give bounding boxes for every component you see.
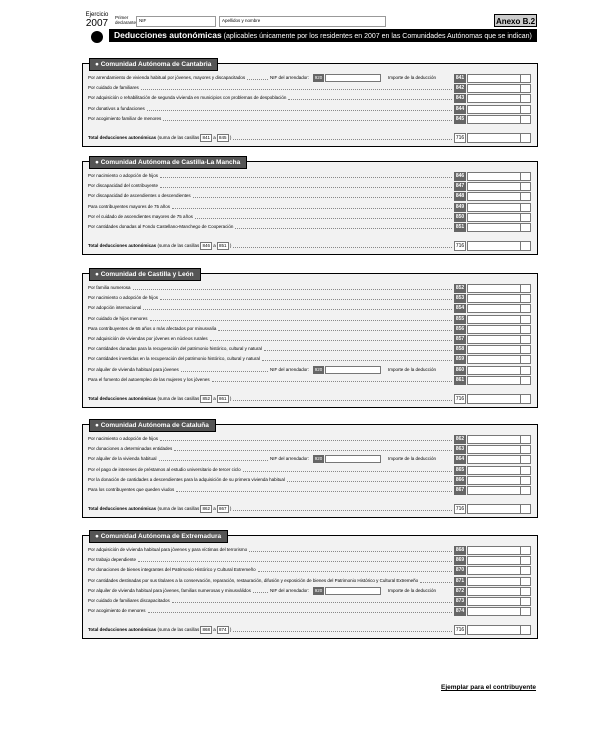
importe-input[interactable] (467, 284, 531, 293)
section-3 (82, 424, 538, 518)
leader-dots (235, 228, 452, 229)
casilla-number: 856 (455, 325, 465, 332)
leader-dots (195, 218, 452, 219)
importe-input[interactable] (467, 445, 531, 454)
deduction-row (87, 444, 533, 454)
footer-ejemplar: Ejemplar para el contribuyente (441, 684, 537, 691)
total-label (88, 394, 231, 404)
section-title: ● Comunidad Autónoma de Extremadura (89, 530, 228, 543)
deduction-row (87, 545, 533, 555)
deduction-row (87, 434, 533, 444)
casilla-number: 872 (455, 587, 465, 594)
leader-dots (159, 460, 268, 461)
casilla-number: 851 (455, 224, 465, 230)
deduction-label: Por arrendamiento de vivienda habitual por jóvenes, mayores y discapacitados (88, 75, 246, 80)
importe-input[interactable] (467, 455, 531, 464)
leader-dots (233, 139, 452, 140)
casilla-number: 868 (455, 547, 465, 553)
suma-from-casilla: 841 (202, 135, 210, 140)
leader-dots (160, 177, 452, 178)
leader-dots (160, 187, 452, 188)
leader-dots (160, 299, 452, 300)
casilla-number: 852 (455, 285, 465, 291)
total-label (88, 133, 231, 143)
deduction-label: Por cantidades donadas al Fondo Castellano-Manchego de Cooperación (88, 224, 234, 229)
form-title: Deducciones autonómicas (114, 30, 222, 40)
importe-input[interactable] (467, 435, 531, 444)
casilla-number: 853 (455, 295, 465, 302)
casilla-number: 847 (455, 183, 465, 190)
importe-input[interactable] (467, 84, 531, 93)
leader-dots (262, 360, 452, 361)
casilla-number: 871 (455, 577, 465, 584)
total-title: Total deducciones autonómicas (88, 135, 157, 140)
importe-input[interactable] (467, 366, 531, 375)
suma-from-casilla: 868 (202, 627, 210, 633)
importe-label: Importe de la deducción (388, 456, 437, 462)
deduction-label: Por la donación de cantidades a descendientes para la adquisición de su primera vivienda habitual (88, 476, 285, 482)
importe-input[interactable] (467, 304, 531, 313)
casilla-number: 854 (455, 305, 465, 312)
deduction-row (87, 555, 533, 565)
total-row (87, 625, 533, 635)
casilla-number: 862 (455, 436, 465, 442)
importe-input[interactable] (467, 597, 531, 606)
deduction-row (87, 485, 533, 495)
leader-dots (133, 289, 452, 290)
importe-input[interactable] (467, 203, 531, 212)
total-input[interactable] (467, 241, 531, 251)
leader-dots (174, 450, 452, 451)
importe-input[interactable] (467, 486, 531, 495)
total-input[interactable] (467, 394, 531, 404)
suma-prefix: (suma de las casillas (157, 135, 200, 140)
deduction-label: Por adopción internacional (88, 305, 142, 311)
section-title: ● Comunidad Autónoma de Castilla-La Mancha (89, 156, 247, 169)
declarante-nif-field[interactable]: NIF (136, 16, 216, 27)
deduction-row (87, 283, 533, 293)
casilla-number: 848 (455, 193, 465, 200)
section-4 (82, 535, 538, 639)
suma-a: a (213, 627, 216, 633)
importe-input[interactable] (467, 115, 531, 124)
casilla-number: 859 (455, 356, 465, 363)
deduction-row (87, 114, 533, 124)
casilla-number: 861 (455, 376, 465, 383)
ejercicio-label: Ejercicio (85, 12, 109, 18)
section-2 (82, 273, 538, 408)
leader-dots (160, 440, 452, 441)
deduction-label: Para el fomento del autoempleo de las mujeres y los jóvenes (88, 376, 210, 382)
total-title: Total deducciones autonómicas (88, 396, 157, 401)
leader-dots (420, 582, 452, 583)
importe-input[interactable] (467, 476, 531, 485)
deduction-row (87, 375, 533, 385)
section-title: ● Comunidad de Castilla y León (89, 268, 201, 281)
deduction-row (87, 565, 533, 575)
leader-dots (253, 592, 268, 593)
deduction-row (87, 93, 533, 103)
suma-prefix: (suma de las casillas (157, 396, 200, 401)
nif-casilla-badge: 920 (314, 75, 323, 80)
deduction-row (87, 83, 533, 93)
deduction-label: Por discapacidad de ascendientes o descendientes (88, 193, 191, 199)
deduction-label: Por cantidades destinadas por sus titulares a la conservación, reparación, restauración, difusión y exposición de bienes del Patrimonio Histórico y Cultural Extremeño (88, 577, 419, 583)
deduction-label: Por trabajo dependiente (88, 557, 137, 563)
deduction-row (87, 303, 533, 313)
deduction-row (87, 181, 533, 191)
importe-label: Importe de la deducción (388, 366, 437, 372)
deduction-row (87, 576, 533, 586)
importe-input[interactable] (467, 294, 531, 303)
deduction-label: Por cantidades invertidas en la recuperación del patrimonio histórico, cultural y natural (88, 356, 260, 362)
suma-from-casilla: 862 (202, 506, 210, 512)
deduction-label: Por alquiler de vivienda habitual para jóvenes, familias numerosas y minusválidos (88, 587, 251, 593)
importe-input[interactable] (467, 192, 531, 201)
importe-input[interactable] (467, 94, 531, 103)
casilla-number: 867 (455, 487, 465, 493)
deduction-label: Por acogimiento de menores (88, 608, 146, 614)
deduction-label: Por nacimiento o adopción de hijos (88, 295, 159, 301)
form-subtitle: (aplicables únicamente por los residentes en 2007 en las Comunidades Autónomas que se indican) (223, 33, 532, 40)
deduction-label: Por alquiler de la vivienda habitual (88, 456, 157, 462)
deduction-label: Por cuidado de familiares (88, 85, 139, 91)
deduction-label: Por familia numerosa (88, 285, 131, 290)
total-title: Total deducciones autonómicas (88, 506, 157, 512)
leader-dots (148, 612, 452, 613)
casilla-number: 857 (455, 336, 465, 342)
primer-declarante-label: Primer declarante (115, 15, 137, 26)
suma-prefix: (suma de las casillas (157, 243, 200, 249)
importe-input[interactable] (467, 335, 531, 344)
deduction-label: Por adquisición de vivienda habitual para jóvenes y para víctimas del terrorismo (88, 547, 248, 552)
suma-prefix: (suma de las casillas (157, 627, 200, 633)
total-label (88, 241, 231, 251)
importe-input[interactable] (467, 607, 531, 616)
importe-input[interactable] (467, 172, 531, 181)
leader-dots (141, 89, 452, 90)
deduction-label: Por el cuidado de ascendientes mayores de 75 años (88, 213, 193, 219)
casilla-number: 843 (455, 95, 465, 102)
leader-dots (150, 320, 452, 321)
deduction-label: Por adquisición o rehabilitación de segunda vivienda en municipios con problemas de despoblación (88, 95, 287, 101)
declarante-apellidos-field[interactable]: Apellidos y nombre (219, 16, 386, 27)
total-input[interactable] (467, 133, 531, 143)
suma-suffix: ) (229, 627, 232, 633)
suma-suffix: ) (229, 243, 232, 249)
section-title: ● Comunidad Autónoma de Cataluña (89, 419, 216, 432)
suma-to-casilla: 845 (219, 135, 227, 140)
deduction-label: Por donaciones de bienes integrantes del Patrimonio Histórico y Cultural Extremeño (88, 567, 256, 573)
deduction-row (87, 191, 533, 201)
leader-dots (163, 120, 452, 121)
nif-casilla-badge: 920 (314, 456, 323, 462)
deduction-row (87, 171, 533, 181)
importe-input[interactable] (467, 566, 531, 575)
deduction-label: Por discapacidad del contribuyente (88, 183, 159, 189)
leader-dots (258, 571, 452, 572)
total-casilla: 716 (455, 506, 465, 513)
nif-arrendador-label: NIF del arrendador: (270, 456, 310, 462)
total-input[interactable] (467, 625, 531, 635)
total-casilla: 716 (455, 135, 465, 141)
suma-suffix: ) (229, 506, 232, 512)
suma-to-casilla: 867 (219, 506, 227, 512)
leader-dots (287, 481, 452, 482)
suma-suffix: ) (229, 396, 232, 401)
suma-suffix: ) (229, 135, 232, 140)
leader-dots (212, 381, 452, 382)
leader-dots (181, 371, 268, 372)
importe-label: Importe de la deducción (388, 587, 437, 593)
deduction-label: Por acogimiento familiar de menores (88, 115, 162, 121)
suma-a: a (213, 396, 216, 401)
nif-arrendador-label: NIF del arrendador: (270, 366, 310, 372)
casilla-number: 864 (455, 456, 465, 463)
leader-dots (172, 602, 452, 603)
deduction-row (87, 606, 533, 616)
deduction-row (87, 365, 533, 375)
total-row (87, 241, 533, 251)
casilla-number: 842 (455, 85, 465, 92)
leader-dots (264, 350, 452, 351)
section-title: ● Comunidad Autónoma de Cantabria (89, 58, 218, 71)
deduction-row (87, 202, 533, 212)
deduction-label: Por cantidades donadas para la recuperación del patrimonio histórico, cultural y natural (88, 346, 262, 352)
deduction-row (87, 334, 533, 344)
total-title: Total deducciones autonómicas (88, 243, 157, 249)
deduction-row (87, 354, 533, 364)
deduction-row (87, 344, 533, 354)
deduction-label: Por donativos a fundaciones (88, 105, 145, 111)
leader-dots (138, 561, 452, 562)
importe-input[interactable] (467, 223, 531, 232)
suma-from-casilla: 852 (202, 396, 210, 401)
deduction-label: Por nacimiento o adopción de hijos (88, 173, 159, 178)
deduction-row (87, 324, 533, 334)
suma-to-casilla: 874 (219, 627, 227, 633)
form-title-bar (109, 29, 537, 42)
leader-dots (233, 247, 452, 248)
deduction-row (87, 73, 533, 83)
deduction-row (87, 104, 533, 114)
total-casilla: 716 (455, 627, 465, 634)
nif-arrendador-input[interactable] (325, 366, 381, 374)
leader-dots (247, 79, 268, 80)
casilla-number: 866 (455, 476, 465, 483)
deduction-row (87, 586, 533, 596)
total-input[interactable] (467, 504, 531, 514)
section-0 (82, 63, 538, 147)
importe-input[interactable] (467, 587, 531, 596)
leader-dots (193, 197, 452, 198)
bullet-dot-icon (91, 31, 103, 43)
nif-casilla-badge: 920 (314, 587, 323, 593)
suma-a: a (213, 506, 216, 512)
total-row (87, 504, 533, 514)
nif-arrendador-input[interactable] (325, 455, 381, 463)
total-row (87, 133, 533, 143)
importe-input[interactable] (467, 182, 531, 191)
importe-input[interactable] (467, 345, 531, 354)
deduction-row (87, 222, 533, 232)
leader-dots (143, 309, 452, 310)
leader-dots (172, 208, 452, 209)
deduction-label: Por adquisición de viviendas por jóvenes en núcleos rurales (88, 336, 208, 341)
importe-label: Importe de la deducción (388, 75, 437, 80)
importe-input[interactable] (467, 546, 531, 555)
leader-dots (210, 340, 452, 341)
deduction-row (87, 212, 533, 222)
importe-input[interactable] (467, 213, 531, 222)
importe-input[interactable] (467, 74, 531, 83)
casilla-number: 874 (455, 608, 465, 615)
total-label (88, 625, 231, 635)
importe-input[interactable] (467, 466, 531, 475)
importe-input[interactable] (467, 355, 531, 364)
leader-dots (233, 510, 452, 511)
casilla-number: 873 (455, 598, 465, 604)
casilla-number: 845 (455, 115, 465, 122)
total-label (88, 504, 231, 514)
suma-a: a (213, 135, 216, 140)
deduction-row (87, 475, 533, 485)
casilla-number: 849 (455, 203, 465, 210)
deduction-label: Por cuidado de familiares discapacitados (88, 598, 170, 603)
total-title: Total deducciones autonómicas (88, 627, 157, 633)
deduction-row (87, 454, 533, 464)
deduction-label: Para contribuyentes de 65 años o más afectados por minusvalía (88, 325, 217, 331)
nif-arrendador-label: NIF del arrendador: (270, 587, 310, 593)
leader-dots (176, 491, 452, 492)
importe-input[interactable] (467, 556, 531, 565)
deduction-label: Para los contribuyentes que queden viudos (88, 487, 175, 492)
casilla-number: 846 (455, 173, 465, 179)
leader-dots (243, 471, 452, 472)
leader-dots (218, 330, 452, 331)
deduction-label: Por donaciones a determinadas entidades (88, 446, 173, 452)
ejercicio-year: 2007 (85, 18, 109, 29)
deduction-label: Para contribuyentes mayores de 75 años (88, 203, 171, 209)
leader-dots (233, 400, 452, 401)
importe-input[interactable] (467, 325, 531, 334)
casilla-number: 841 (455, 75, 465, 81)
suma-a: a (213, 243, 216, 249)
nif-arrendador-input[interactable] (325, 74, 381, 82)
casilla-number: 855 (455, 315, 465, 322)
nif-arrendador-label: NIF del arrendador: (270, 75, 310, 80)
importe-input[interactable] (467, 577, 531, 586)
casilla-number: 869 (455, 557, 465, 564)
leader-dots (288, 99, 452, 100)
casilla-number: 860 (455, 366, 465, 373)
deduction-row (87, 293, 533, 303)
casilla-number: 850 (455, 213, 465, 220)
leader-dots (249, 551, 452, 552)
importe-input[interactable] (467, 105, 531, 114)
suma-to-casilla: 861 (219, 396, 227, 401)
casilla-number: 858 (455, 346, 465, 353)
casilla-number: 870 (455, 567, 465, 574)
deduction-row (87, 596, 533, 606)
leader-dots (233, 631, 452, 632)
suma-prefix: (suma de las casillas (157, 506, 200, 512)
total-row (87, 394, 533, 404)
deduction-row (87, 465, 533, 475)
section-1 (82, 161, 538, 255)
casilla-number: 844 (455, 105, 465, 112)
deduction-row (87, 314, 533, 324)
suma-to-casilla: 851 (219, 243, 227, 249)
leader-dots (147, 110, 452, 111)
casilla-number: 863 (455, 446, 465, 453)
casilla-number: 865 (455, 466, 465, 473)
importe-input[interactable] (467, 315, 531, 324)
suma-from-casilla: 846 (202, 243, 210, 249)
anexo-badge: Anexo B.2 (494, 14, 537, 27)
deduction-label: Por nacimiento o adopción de hijos (88, 436, 159, 441)
total-casilla: 716 (455, 396, 465, 402)
nif-arrendador-input[interactable] (325, 587, 381, 595)
deduction-label: Por alquiler de vivienda habitual para jóvenes (88, 366, 179, 372)
deduction-label: Por el pago de intereses de préstamos al estudio universitario de tercer ciclo (88, 466, 241, 472)
importe-input[interactable] (467, 376, 531, 385)
total-casilla: 716 (455, 243, 465, 250)
nif-casilla-badge: 920 (314, 366, 323, 372)
deduction-label: Por cuidado de hijos menores (88, 315, 148, 321)
ejercicio-block (83, 12, 111, 43)
